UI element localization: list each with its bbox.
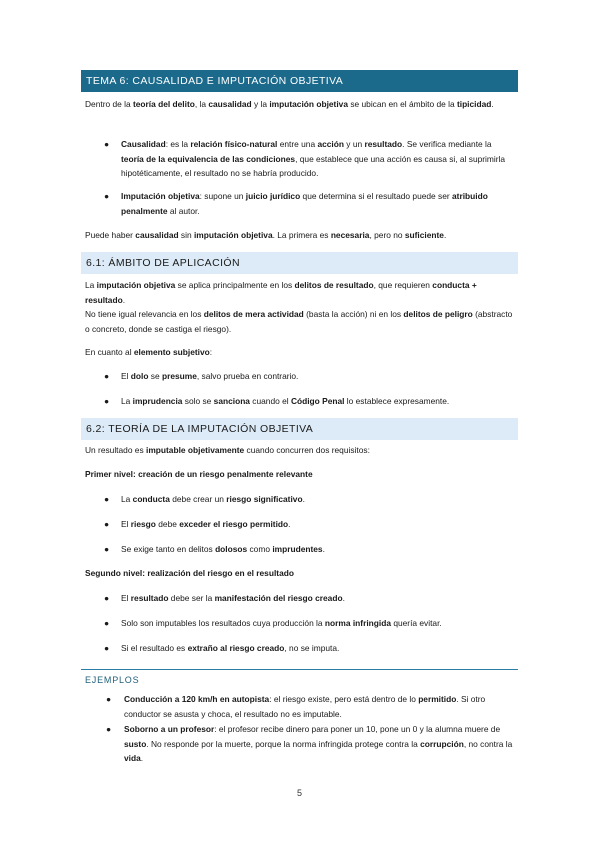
bullet-icon: ● xyxy=(104,618,110,628)
bullet-icon: ● xyxy=(104,643,110,653)
list-item-imputacion: Imputación objetiva: supone un juicio jurídico que determina si el resultado puede ser atribuido penalmente al autor. xyxy=(121,191,488,216)
bullet-icon: ● xyxy=(104,494,110,504)
list-item-resultado: El resultado debe ser la manifestación del riesgo creado. xyxy=(121,593,345,603)
conclusion-paragraph: Puede haber causalidad sin imputación objetiva. La primera es necesaria, pero no suficiente. xyxy=(85,230,447,240)
examples-divider xyxy=(81,669,518,670)
section-6-1-paragraph: La imputación objetiva se aplica principalmente en los delitos de resultado, que requieren conducta + resultado. No tiene igual relevancia en los delitos de mera actividad (basta la acción) ni en los delitos de peligro (abstracto o concreto, donde se castiga el riesgo). xyxy=(85,280,513,334)
section-6-2-title: 6.2: TEORÍA DE LA IMPUTACIÓN OBJETIVA xyxy=(86,423,314,435)
bullet-icon: ● xyxy=(104,544,110,554)
bullet-icon: ● xyxy=(104,519,110,529)
examples-heading: EJEMPLOS xyxy=(85,675,140,685)
level-1-heading: Primer nivel: creación de un riesgo penalmente relevante xyxy=(85,469,313,479)
chapter-title: TEMA 6: CAUSALIDAD E IMPUTACIÓN OBJETIVA xyxy=(86,75,344,87)
list-item-conducta: La conducta debe crear un riesgo significativo. xyxy=(121,494,305,504)
bullet-icon: ● xyxy=(104,593,110,603)
list-item-riesgo: El riesgo debe exceder el riesgo permitido. xyxy=(121,519,291,529)
bullet-icon: ● xyxy=(104,139,110,149)
bullet-icon: ● xyxy=(104,396,110,406)
chapter-title-banner xyxy=(81,70,518,92)
list-item-dolo: El dolo se presume, salvo prueba en contrario. xyxy=(121,371,299,381)
subjective-element-paragraph: En cuanto al elemento subjetivo: xyxy=(85,347,213,357)
section-6-2-paragraph: Un resultado es imputable objetivamente cuando concurren dos requisitos: xyxy=(85,445,370,455)
list-item-imprudencia: La imprudencia solo se sanciona cuando el Código Penal lo establece expresamente. xyxy=(121,396,450,406)
section-6-2-banner xyxy=(81,418,518,440)
bullet-icon: ● xyxy=(104,371,110,381)
list-item-extrano: Si el resultado es extraño al riesgo creado, no se imputa. xyxy=(121,643,340,653)
intro-paragraph: Dentro de la teoría del delito, la causalidad y la imputación objetiva se ubican en el ámbito de la tipicidad. xyxy=(85,99,494,109)
bullet-icon: ● xyxy=(104,191,110,201)
list-item-norma: Solo son imputables los resultados cuya producción la norma infringida quería evitar. xyxy=(121,618,442,628)
level-2-heading: Segundo nivel: realización del riesgo en el resultado xyxy=(85,568,294,578)
bullet-icon: ● xyxy=(106,694,112,704)
list-item-dolosos: Se exige tanto en delitos dolosos como imprudentes. xyxy=(121,544,325,554)
example-item-autopista: Conducción a 120 km/h en autopista: el riesgo existe, pero está dentro de lo permitido. Si otro conductor se asusta y choca, el resultado no es imputable. xyxy=(124,694,486,719)
section-6-1-title: 6.1: ÁMBITO DE APLICACIÓN xyxy=(86,257,240,269)
list-item-causalidad: Causalidad: es la relación físico-natural entre una acción y un resultado. Se verifica mediante la teoría de la equivalencia de las condiciones, que establece que una acción es causa si, al suprimirla hipotéticamente, el resultado no se habría producido. xyxy=(121,139,506,178)
section-6-1-banner xyxy=(81,252,518,274)
page-number: 5 xyxy=(296,788,302,798)
bullet-icon: ● xyxy=(106,724,112,734)
example-item-soborno: Soborno a un profesor: el profesor recibe dinero para poner un 10, pone un 0 y la alumna muere de susto. No responde por la muerte, porque la norma infringida protege contra la corrupción, no contra la vida. xyxy=(124,724,513,763)
